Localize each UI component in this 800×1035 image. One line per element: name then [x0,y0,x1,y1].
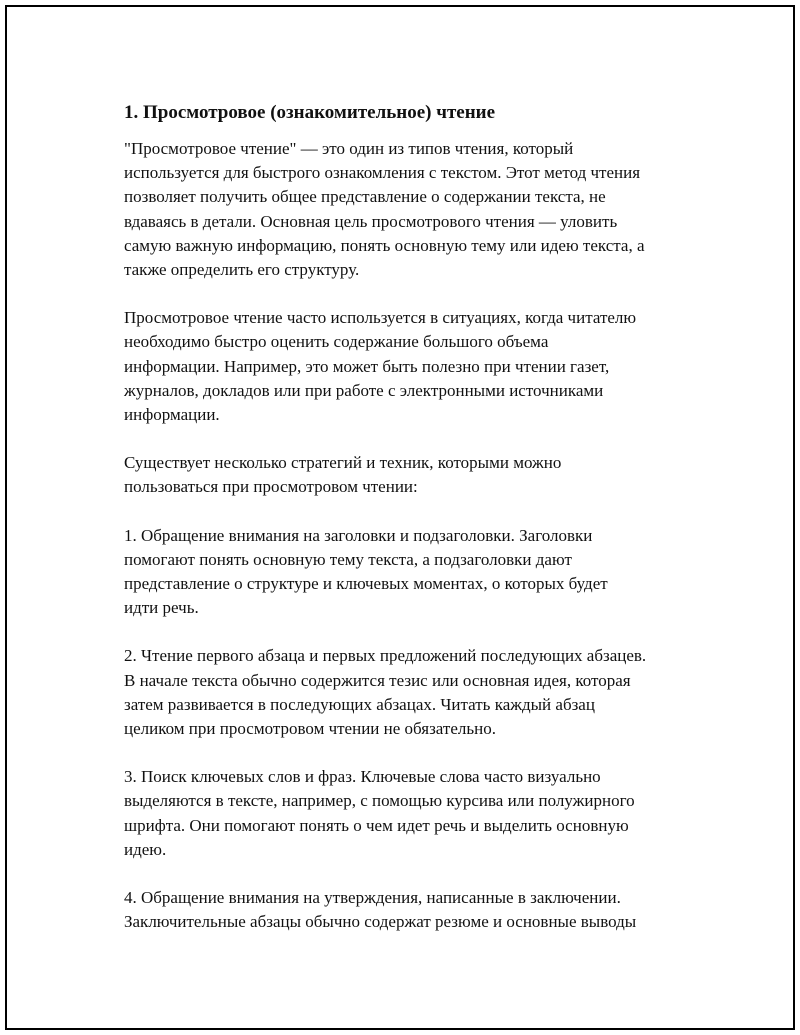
paragraph-strategies: Существует несколько стратегий и техник, которыми можно пользоваться при просмотровом чтении: [124,453,562,497]
list-item-keywords: 3. Поиск ключевых слов и фраз. Ключевые слова часто визуально выделяются в тексте, например, с помощью курсива или полужирного шрифта. Они помогают понять о чем идет речь и выделить основную идею. [124,767,635,859]
page-frame [5,5,795,1030]
list-item-conclusion: 4. Обращение внимания на утверждения, написанные в заключении. Заключительные абзацы обычно содержат резюме и основные выводы [124,888,637,932]
document-body [124,101,704,958]
paragraph-intro: "Просмотровое чтение" — это один из типов чтения, который используется для быстрого ознакомления с текстом. Этот метод чтения позволяет получить общее представление о содержании текста, не вдаваясь в детали. Основная цель просмотрового чтения — уловить самую важную информацию, понять основную тему или идею текста, а также определить его структуру. [124,139,645,280]
paragraph-usage: Просмотровое чтение часто используется в ситуациях, когда читателю необходимо быстро оценить содержание большого объема информации. Например, это может быть полезно при чтении газет, журналов, докладов или при работе с электронными источниками информации. [124,308,637,425]
document-title: 1. Просмотровое (ознакомительное) чтение [124,102,496,123]
list-item-headings: 1. Обращение внимания на заголовки и подзаголовки. Заголовки помогают понять основную тему текста, а подзаголовки дают представление о структуре и ключевых моментах, о которых будет идти речь. [124,525,608,618]
list-item-first-paragraph: 2. Чтение первого абзаца и первых предложений последующих абзацев. В начале текста обычно содержится тезис или основная идея, которая затем развивается в последующих абзацах. Читать каждый абзац целиком при просмотровом чтении не обязательно. [124,646,647,739]
